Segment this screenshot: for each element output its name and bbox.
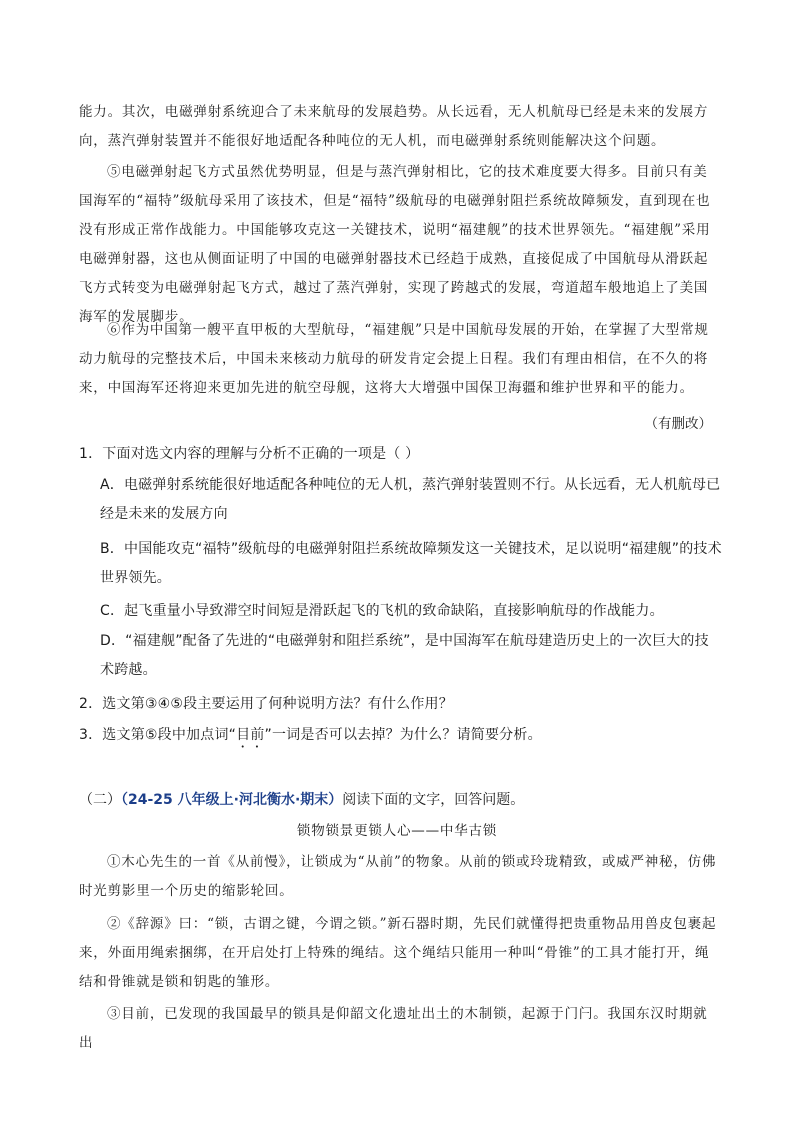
passage2-paragraph-1: ①木心先生的一首《从前慢》，让锁成为“从前”的物象。从前的锁或玲珑精致，或威严神秘，仿佛时光剪影里一个历史的缩影轮回。 bbox=[79, 854, 717, 899]
question-1-option-b: B．中国能攻克“福特”级航母的电磁弹射阻拦系统故障频发这一关键技术，足以说明“福建舰”的技术世界领先。 bbox=[100, 541, 722, 586]
section-2-heading bbox=[79, 786, 524, 815]
section-2-label: （二） bbox=[79, 792, 121, 808]
passage1-paragraph-6: ⑥作为中国第一艘平直甲板的大型航母，“福建舰”只是中国航母发展的开始，在掌握了大型常规动力航母的完整技术后，中国未来核动力航母的研发肯定会提上日程。我们有理由相信，在不久的将来，中国海军还将迎来更加先进的航空母舰，这将大大增强中国保卫海疆和维护世界和平的能力。 bbox=[79, 322, 709, 396]
passage1-paragraph-continued: 能力。其次，电磁弹射系统迎合了未来航母的发展趋势。从长远看，无人机航母已经是未来的发展方向，蒸汽弹射装置并不能很好地适配各种吨位的无人机，而电磁弹射系统则能解决这个问题。 bbox=[79, 104, 709, 149]
passage2-title: 锁物锁景更锁人心——中华古锁 bbox=[296, 823, 498, 839]
question-3 bbox=[79, 721, 719, 751]
section-2-source-tag: （24-25 八年级上·河北衡水·期末） bbox=[121, 792, 343, 808]
question-3-suffix: ”一词是否可以去掉？为什么？请简要分析。 bbox=[264, 727, 542, 743]
question-3-prefix: 3．选文第⑤段中加点词“ bbox=[79, 727, 237, 743]
passage2-paragraph-3: ③目前，已发现的我国最早的锁具是仰韶文化遗址出土的木制锁，起源于门闩。我国东汉时期就出 bbox=[79, 1006, 708, 1051]
question-2: 2．选文第③④⑤段主要运用了何种说明方法？有什么作用？ bbox=[79, 696, 453, 712]
section-2-instruction: 阅读下面的文字，回答问题。 bbox=[342, 792, 525, 808]
question-1: 1．下面对选文内容的理解与分析不正确的一项是（ ） bbox=[79, 446, 420, 462]
source-note: （有删改） bbox=[644, 416, 712, 432]
passage1-paragraph-5: ⑤电磁弹射起飞方式虽然优势明显，但是与蒸汽弹射相比，它的技术难度要大得多。目前只有美国海军的“福特”级航母采用了该技术，但是“福特”级航母的电磁弹射阻拦系统故障频发，直到现在也没有形成正常作战能力。中国能够攻克这一关键技术，说明“福建舰”的技术世界领先。“福建舰”采用电磁弹射器，这也从侧面证明了中国的电磁弹射器技术已经趋于成熟，直接促成了中国航母从滑跃起飞方式转变为电磁弹射起飞方式，越过了蒸汽弹射，实现了跨越式的发展，弯道超车般地追上了美国海军的发展脚步。 bbox=[79, 164, 711, 325]
question-3-emphasized-word: 目前 bbox=[236, 727, 265, 743]
passage2-paragraph-2: ②《辞源》曰：“锁，古谓之键，今谓之锁。”新石器时期，先民们就懂得把贵重物品用兽皮包裹起来，外面用绳索捆绑，在开启处打上特殊的绳结。这个绳结只能用一种叫“骨锥”的工具才能打开，绳结和骨锥就是锁和钥匙的雏形。 bbox=[79, 916, 717, 990]
question-1-option-c: C．起飞重量小导致滞空时间短是滑跃起飞的飞机的致命缺陷，直接影响航母的作战能力。 bbox=[100, 603, 664, 619]
question-1-option-d: D．“福建舰”配备了先进的“电磁弹射和阻拦系统”，是中国海军在航母建造历史上的一次巨大的技术跨越。 bbox=[100, 633, 709, 678]
question-1-option-a: A．电磁弹射系统能很好地适配各种吨位的无人机，蒸汽弹射装置则不行。从长远看，无人机航母已经是未来的发展方向 bbox=[100, 477, 721, 522]
